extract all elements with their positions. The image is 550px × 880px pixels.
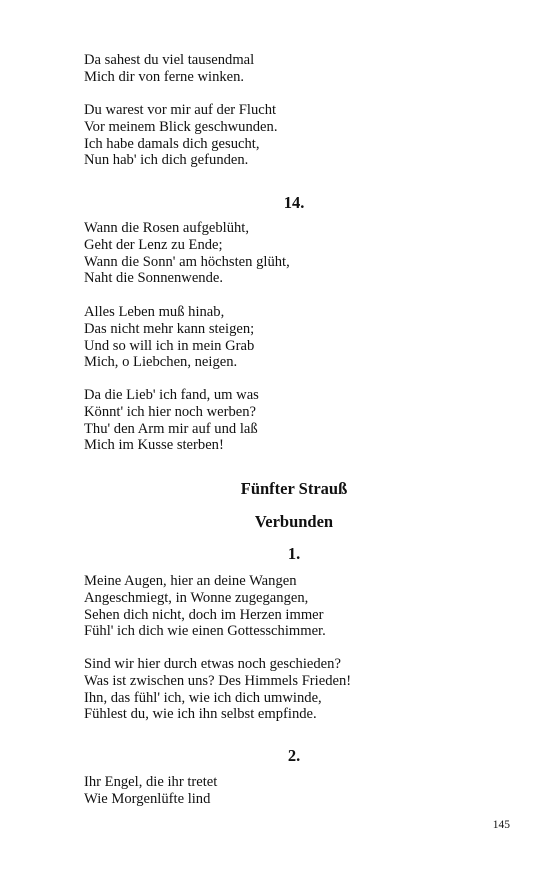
- verse-line: Ich habe damals dich gesucht,: [84, 135, 260, 152]
- verse-line: Ihn, das fühl' ich, wie ich dich umwinde,: [84, 689, 322, 706]
- poem-number-heading: 2.: [287, 746, 301, 765]
- verse-line: Fühlest du, wie ich ihn selbst empfinde.: [84, 706, 317, 723]
- verse-line: Angeschmiegt, in Wonne zugegangen,: [84, 589, 309, 606]
- verse-line: Was ist zwischen uns? Des Himmels Frieden!: [84, 672, 352, 689]
- verse-line: Da sahest du viel tausendmal: [84, 52, 255, 68]
- poem-number-heading: 1.: [287, 544, 301, 563]
- stanza: [84, 304, 504, 371]
- poem-number-heading: 14.: [283, 193, 305, 212]
- verse-line: Das nicht mehr kann steigen;: [84, 320, 255, 337]
- section-title: Fünfter Strauß: [240, 479, 348, 498]
- page-number: 145: [492, 819, 510, 831]
- verse-line: Wann die Rosen aufgeblüht,: [84, 220, 249, 236]
- verse-line: Thu' den Arm mir auf und laß: [84, 420, 258, 437]
- stanza: [84, 656, 504, 723]
- stanza: [84, 52, 504, 86]
- verse-line: Sehen dich nicht, doch im Herzen immer: [84, 606, 324, 623]
- stanza: [84, 573, 504, 640]
- verse-line: Könnt' ich hier noch werben?: [84, 403, 257, 420]
- stanza: [84, 387, 504, 454]
- verse-line: Naht die Sonnenwende.: [84, 270, 224, 287]
- verse-line: Mich, o Liebchen, neigen.: [84, 354, 238, 371]
- verse-line: Da die Lieb' ich fand, um was: [84, 387, 259, 403]
- verse-line: Sind wir hier durch etwas noch geschieden?: [84, 656, 341, 672]
- verse-line: Alles Leben muß hinab,: [84, 304, 225, 320]
- verse-line: Du warest vor mir auf der Flucht: [84, 102, 277, 118]
- verse-line: Geht der Lenz zu Ende;: [84, 236, 223, 253]
- verse-line: Mich im Kusse sterben!: [84, 437, 224, 454]
- verse-line: Nun hab' ich dich gefunden.: [84, 152, 249, 169]
- verse-line: Fühl' ich dich wie einen Gottesschimmer.: [84, 623, 326, 640]
- verse-line: Wie Morgenlüfte lind: [84, 790, 211, 807]
- verse-line: Wann die Sonn' am höchsten glüht,: [84, 253, 290, 270]
- stanza: [84, 220, 504, 287]
- stanza: [84, 774, 504, 808]
- verse-line: Und so will ich in mein Grab: [84, 337, 255, 354]
- verse-line: Ihr Engel, die ihr tretet: [84, 774, 218, 790]
- verse-line: Mich dir von ferne winken.: [84, 68, 245, 85]
- verse-line: Meine Augen, hier an deine Wangen: [84, 573, 297, 589]
- verse-line: Vor meinem Blick geschwunden.: [84, 118, 278, 135]
- section-subtitle: Verbunden: [254, 512, 334, 531]
- stanza: [84, 102, 504, 169]
